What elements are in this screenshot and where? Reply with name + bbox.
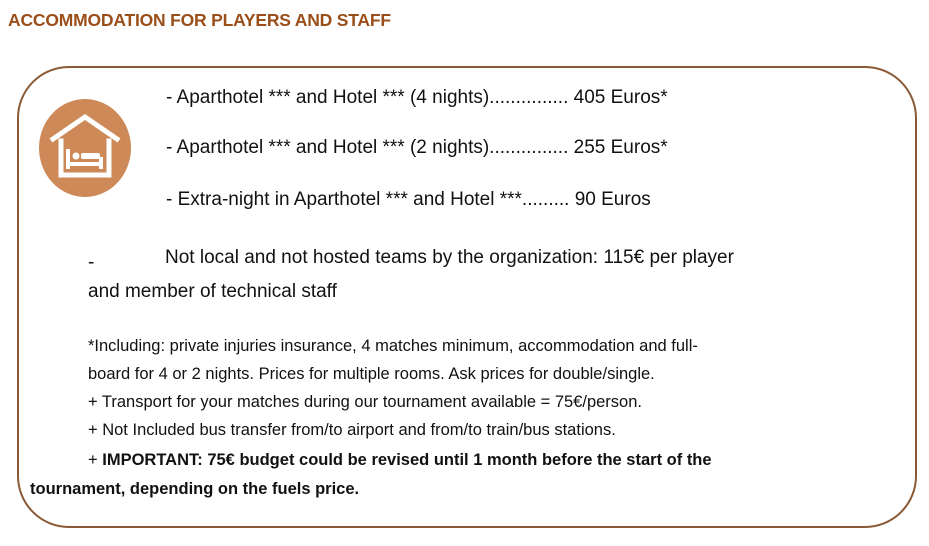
not-local-bullet: - (88, 252, 95, 273)
rate-2-nights: - Aparthotel *** and Hotel *** (2 nights)............... 255 Euros* (166, 137, 668, 158)
note-bus-transfer: + Not Included bus transfer from/to airport and from/to train/bus stations. (88, 421, 616, 439)
section-title: ACCOMMODATION FOR PLAYERS AND STAFF (8, 10, 391, 30)
rate-4-nights: - Aparthotel *** and Hotel *** (4 nights)............... 405 Euros* (166, 87, 668, 108)
rate-extra-night: - Extra-night in Aparthotel *** and Hotel ***......... 90 Euros (166, 189, 651, 210)
important-text: IMPORTANT: 75€ budget could be revised until 1 month before the start of the (102, 451, 712, 469)
hotel-bed-icon (39, 99, 131, 197)
not-local-line-1: Not local and not hosted teams by the organization: 115€ per player (165, 247, 734, 268)
important-prefix: + (88, 451, 103, 469)
note-including-1: *Including: private injuries insurance, 4 matches minimum, accommodation and full- (88, 337, 698, 355)
important-note-line-2: tournament, depending on the fuels price. (30, 480, 360, 498)
important-note-line-1 (88, 451, 712, 470)
not-local-line-2: and member of technical staff (88, 281, 337, 302)
note-including-2: board for 4 or 2 nights. Prices for multiple rooms. Ask prices for double/single. (88, 365, 655, 383)
note-transport: + Transport for your matches during our tournament available = 75€/person. (88, 393, 642, 411)
